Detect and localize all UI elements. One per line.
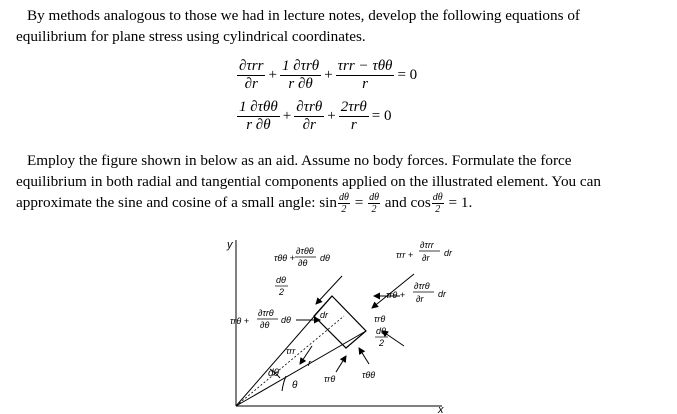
equation-radial: $\frac{\text{∂τrr}}{\partial r}$ + $\frac{\text{1 ∂τrθ}}{r \partial\theta}$ + $\frac{\text{τrr − τθθ}}{r}$ = 0 xyxy=(239,58,418,92)
radial-line-lower xyxy=(236,331,366,406)
trr-plus-label: τrr + xyxy=(396,250,414,260)
rt-dtheta: dθ xyxy=(281,315,291,325)
small-angle-fraction: $\frac{d\theta}{2}$ xyxy=(338,192,349,216)
rt-partial-den: ∂θ xyxy=(260,320,270,330)
ttt-label: τθθ xyxy=(362,370,376,380)
intro-paragraph xyxy=(16,5,666,47)
rtr-partial-den: ∂r xyxy=(416,294,424,304)
ttt-dtheta: dθ xyxy=(320,253,330,263)
eq2-term2: $\frac{\text{∂τrθ}}{\partial r}$ xyxy=(296,99,323,133)
eq2-term3: $\frac{\text{2τrθ}}{r}$ xyxy=(340,99,367,133)
trr-label: τrr xyxy=(286,346,296,356)
small-angle-fraction-3: $\frac{d\theta}{2}$ xyxy=(432,192,443,216)
small-angle-fraction-2: $\frac{d\theta}{2}$ xyxy=(369,192,379,216)
y-axis-label: y xyxy=(227,239,233,251)
instructions-line-2: equilibrium in both radial and tangential components applied on the illustrated element. You can xyxy=(16,173,602,190)
rtr-dr: dr xyxy=(438,289,447,299)
upper-half-den: 2 xyxy=(279,287,285,297)
lower-half-num: dθ xyxy=(376,326,386,336)
ttt-partial-num: ∂τθθ xyxy=(296,246,314,256)
instructions-line-3: approximate the sine and cosine of a small angle: sin $\frac{d\theta}{2}$ = $\frac{d\theta}{2}$ and cos $\frac{d\theta}{2}$ = 1. xyxy=(16,192,473,216)
ttt-partial-den: ∂θ xyxy=(298,258,308,268)
ttt-arrow xyxy=(359,348,369,364)
trtheta-bottom-label: τrθ xyxy=(324,374,336,384)
trtheta-right-plus: τrθ + xyxy=(386,290,406,300)
intro-line-1: By methods analogous to those we had in lecture notes, develop the following equations of xyxy=(27,7,580,24)
instructions-paragraph xyxy=(16,150,666,215)
trtheta-bottom-arrow xyxy=(336,356,346,372)
dtheta-label: dθ xyxy=(268,368,279,379)
lower-half-den: 2 xyxy=(379,338,385,348)
equation-tangential: $\frac{\text{1 ∂τθθ}}{r \partial\theta}$ + $\frac{\text{∂τrθ}}{\partial r}$ + $\frac{\text{2τrθ}}{r}$ = 0 xyxy=(239,99,392,133)
rtr-partial-num: ∂τrθ xyxy=(414,281,430,291)
x-axis-label: x xyxy=(438,404,444,414)
r-label: r xyxy=(308,358,311,368)
element-figure xyxy=(224,236,664,414)
intro-line-2: equilibrium for plane stress using cylindrical coordinates. xyxy=(16,28,366,45)
theta-label: θ xyxy=(292,380,298,391)
rr-dr: dr xyxy=(444,248,453,258)
eq1-term1: $\frac{\text{∂τrr}}{\partial r}$ xyxy=(239,58,264,92)
trtheta-lower-label: τrθ xyxy=(374,314,386,324)
rr-partial-num: ∂τrr xyxy=(420,240,434,250)
stress-element xyxy=(314,296,366,348)
eq1-term3: $\frac{\text{τrr − τθθ}}{r}$ xyxy=(337,58,393,92)
ttt-plus-label: τθθ + xyxy=(274,253,295,263)
dr-label: dr xyxy=(320,310,329,320)
upper-half-num: dθ xyxy=(276,275,286,285)
eq2-term1: $\frac{\text{1 ∂τθθ}}{r \partial\theta}$ xyxy=(239,99,278,133)
instructions-line-1: Employ the figure shown in below as an aid. Assume no body forces. Formulate the force xyxy=(27,152,572,169)
eq1-term2: $\frac{\text{1 ∂τrθ}}{r \partial\theta}$ xyxy=(281,58,320,92)
rr-partial-den: ∂r xyxy=(422,253,430,263)
rt-partial-num: ∂τrθ xyxy=(258,308,274,318)
trtheta-left-plus: τrθ + xyxy=(230,316,250,326)
